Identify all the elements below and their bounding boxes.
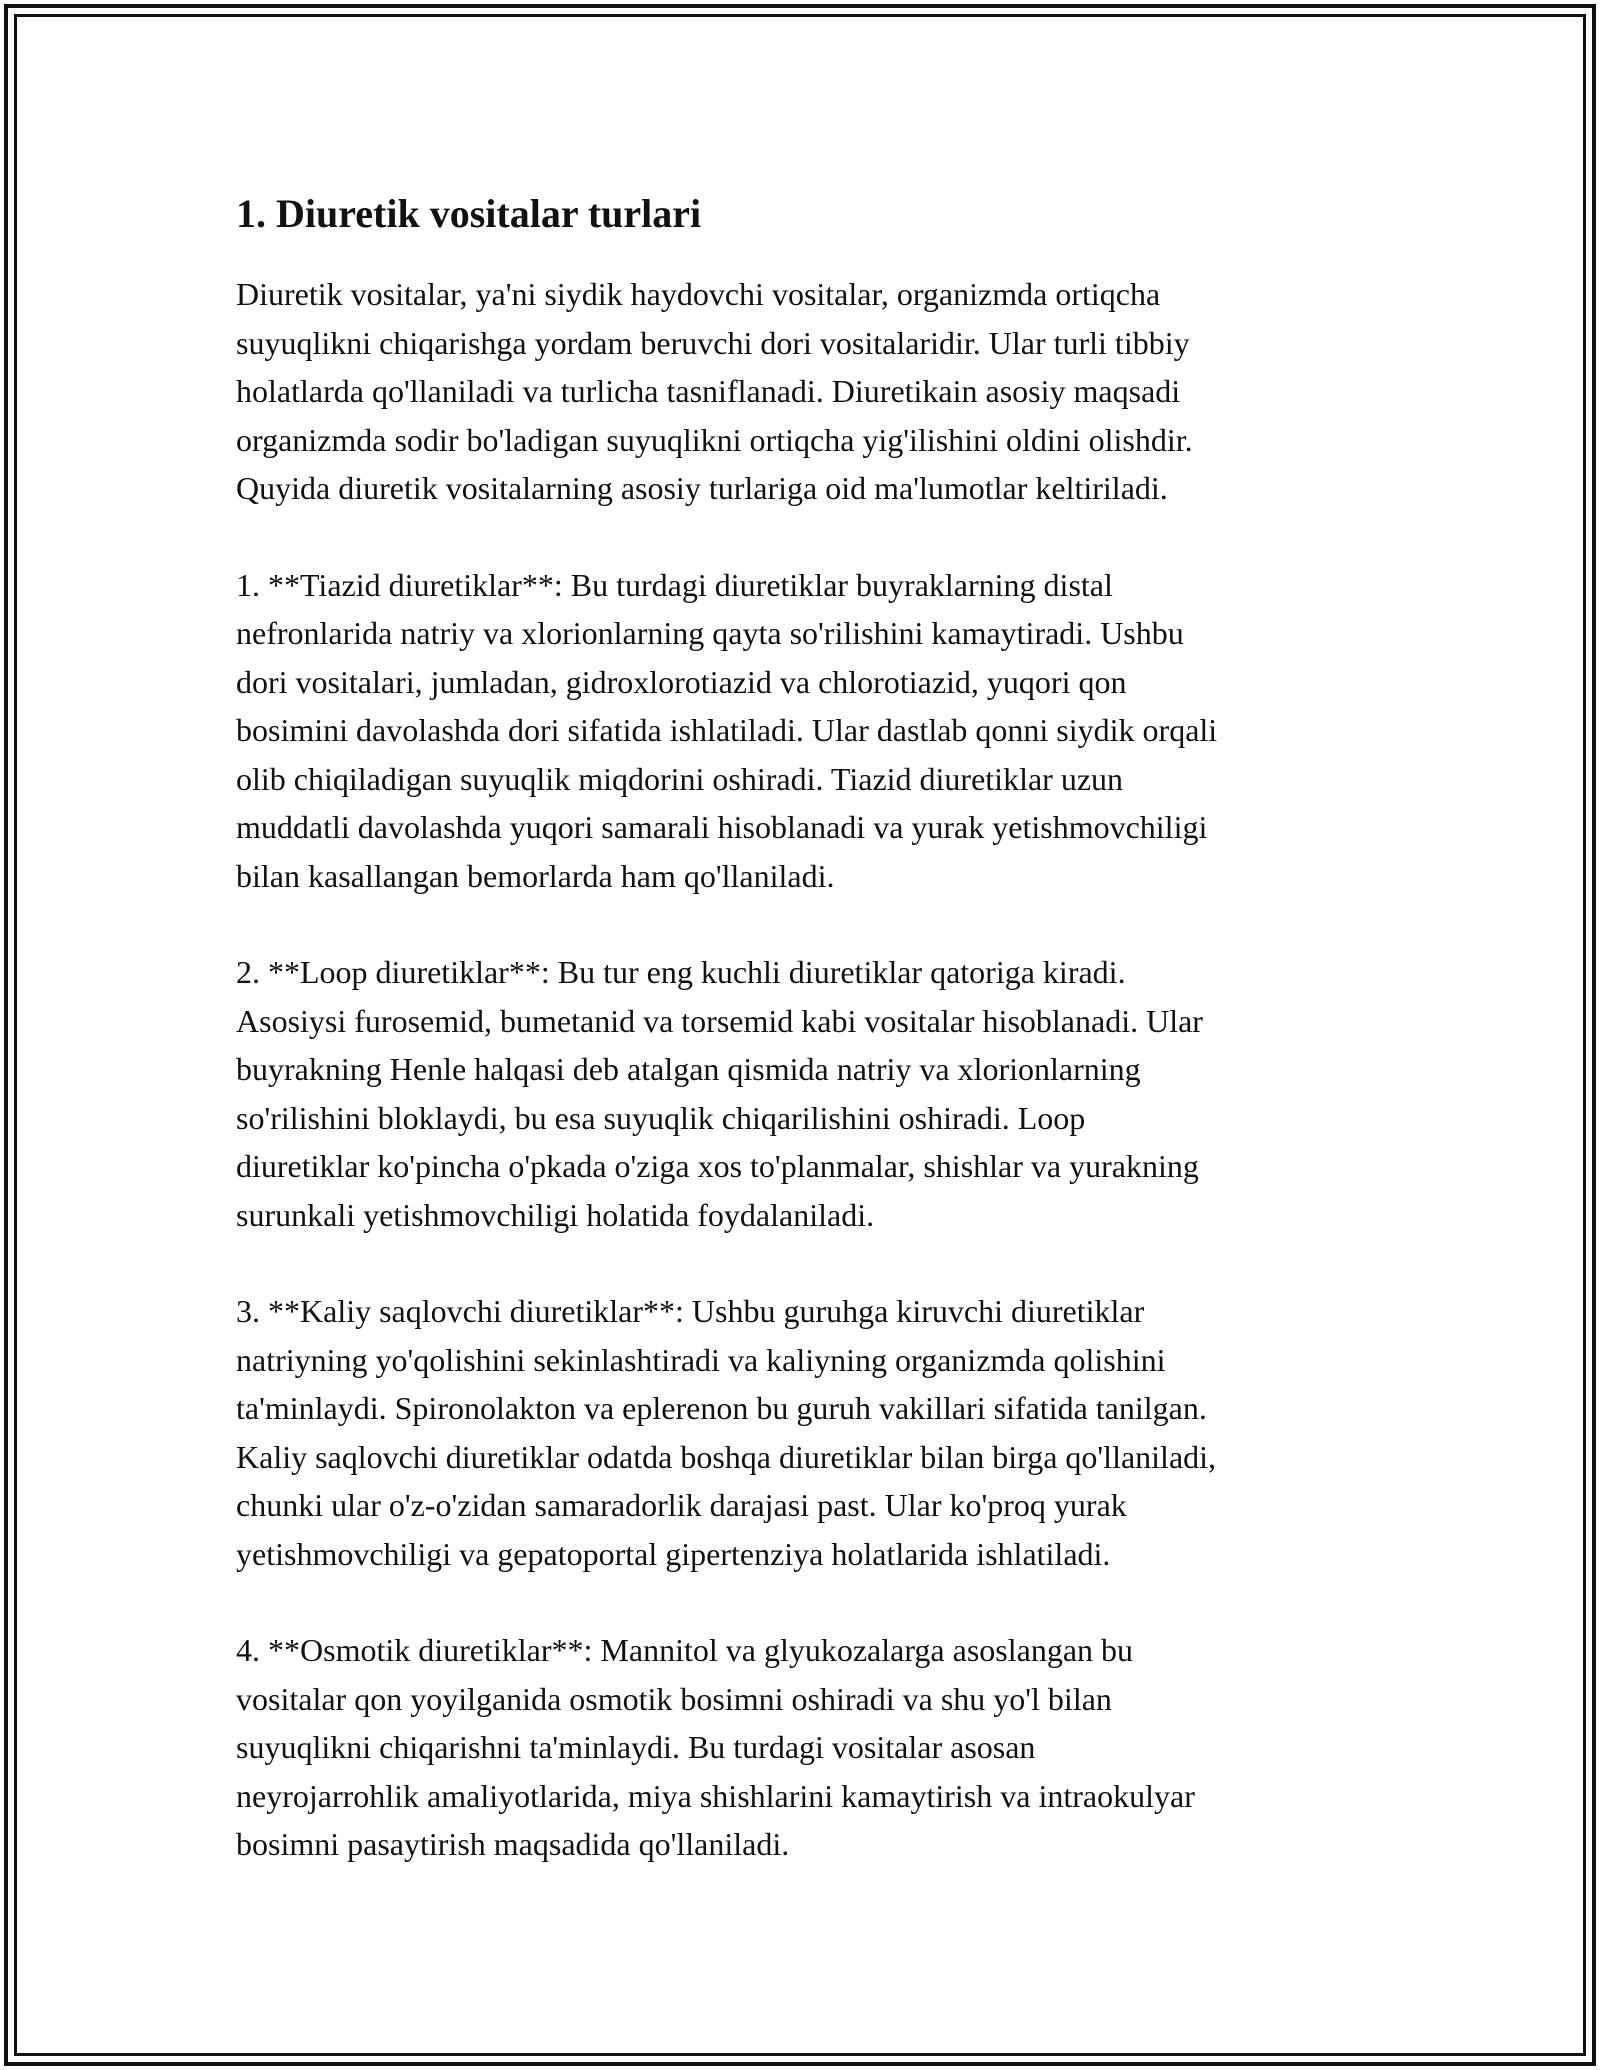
document-body (236, 186, 1366, 1917)
potassium-sparing-paragraph: 3. **Kaliy saqlovchi diuretiklar**: Ushbu guruhga kiruvchi diuretiklar natriyning yo'qolishini sekinlashtiradi va kaliyning organizmda qolishini ta'minlaydi. Spironolakton va eplerenon bu guruh vakillari sifatida tanilgan. Kaliy saqlovchi diuretiklar odatda boshqa diuretiklar bilan birga qo'llaniladi, chunki ular o'z-o'zidan samaradorlik darajasi past. Ular ko'proq yurak yetishmovchiligi va gepatoportal gipertenziya holatlarida ishlatiladi. (236, 1293, 1217, 1572)
thiazide-paragraph: 1. **Tiazid diuretiklar**: Bu turdagi diuretiklar buyraklarning distal nefronlarida natriy va xlorionlarning qayta so'rilishini kamaytiradi. Ushbu dori vositalari, jumladan, gidroxlorotiazid va chlorotiazid, yuqori qon bosimini davolashda dori sifatida ishlatiladi. Ular dastlab qonni siydik orqali olib chiqiladigan suyuqlik miqdorini oshiradi. Tiazid diuretiklar uzun muddatli davolashda yuqori samarali hisoblanadi va yurak yetishmovchiligi bilan kasallangan bemorlarda ham qo'llaniladi. (236, 566, 1218, 894)
intro-paragraph: Diuretik vositalar, ya'ni siydik haydovchi vositalar, organizmda ortiqcha suyuqlikni chiqarishga yordam beruvchi dori vositalaridir. Ular turli tibbiy holatlarda qo'llaniladi va turlicha tasniflanadi. Diuretikain asosiy maqsadi organizmda sodir bo'ladigan suyuqlikni ortiqcha yig'ilishini oldini olishdir. Quyida diuretik vositalarning asosiy turlariga oid ma'lumotlar keltiriladi. (236, 276, 1193, 506)
loop-paragraph: 2. **Loop diuretiklar**: Bu tur eng kuchli diuretiklar qatoriga kiradi. Asosiysi furosemid, bumetanid va torsemid kabi vositalar hisoblanadi. Ular buyrakning Henle halqasi deb atalgan qismida natriy va xlorionlarning so'rilishini bloklaydi, bu esa suyuqlik chiqarilishini oshiradi. Loop diuretiklar ko'pincha o'pkada o'ziga xos to'planmalar, shishlar va yurakning surunkali yetishmovchiligi holatida foydalaniladi. (236, 954, 1203, 1233)
osmotic-paragraph: 4. **Osmotik diuretiklar**: Mannitol va glyukozalarga asoslangan bu vositalar qon yoyilganida osmotik bosimni oshiradi va shu yo'l bilan suyuqlikni chiqarishni ta'minlaydi. Bu turdagi vositalar asosan neyrojarrohlik amaliyotlarida, miya shishlarini kamaytirish va intraokulyar bosimni pasaytirish maqsadida qo'llaniladi. (236, 1632, 1195, 1862)
section-title: 1. Diuretik vositalar turlari (236, 191, 702, 236)
